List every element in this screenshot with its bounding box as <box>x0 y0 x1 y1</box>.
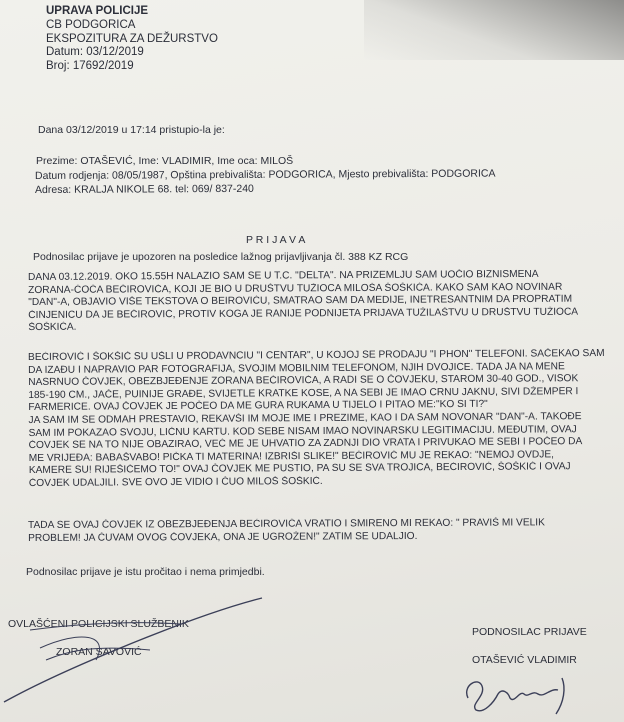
paragraph-3 <box>28 517 618 545</box>
header-unit: CB PODGORICA <box>46 19 136 31</box>
paragraph-2-line: DA IZAĐU I NAPRAVIO PAR FOTOGRAFIJA, SVOJIM MOBILNIM TELEFONOM, NJIH DVOJICE. TADA JA NA MENE <box>28 360 565 376</box>
person-birth: Datum rodjenja: 08/05/1987, Opština prebivališta: PODGORICA, Mjesto prebivališta: PODGORICA <box>34 167 496 182</box>
paragraph-2-line: 185-190 CM., JAČE, PUINIJE GRAĐE, SVIJETLE KRATKE KOSE, A NA SEBI JE IMAO CRNU JAKNU, SIVI DŽEMPER I <box>28 385 579 401</box>
person-name: Prezime: OTAŠEVIĆ, Ime: VLADIMIR, Ime oca: MILOŠ <box>36 155 294 167</box>
person-address: Adresa: KRALJA NIKOLE 68. tel: 069/ 837-240 <box>34 182 254 196</box>
header-org: UPRAVA POLICIJE <box>46 5 149 17</box>
paragraph-3-line: TADA SE OVAJ ČOVJEK IZ OBEZBJEĐENJA BEĆIROVIĆA VRATIO I SMIRENO MI REKAO: " PRAVIŠ MI VELIK <box>28 517 545 531</box>
paragraph-2-line: ČOVJEK UDALJILI. SVE OVO JE VIDIO I ČUO MILOŠ ŠOŠKIĆ. <box>28 475 323 489</box>
paragraph-2-line: ME VRIJEĐA: BABAŠVABO! PIČKA TI MATERINA! IZBRIŠI SLIKE!" BEĆIROVIĆ MU JE REKAO: "NEMOJ OVDJE, <box>28 449 554 464</box>
officer-name: ZORAN SAVOVIĆ <box>56 646 142 658</box>
applicant-role: PODNOSILAC PRIJAVE <box>472 626 587 638</box>
applicant-name: OTAŠEVIĆ VLADIMIR <box>472 654 577 666</box>
warning-line: Podnosilac prijave je upozoren na posledice lažnog prijavljivanja čl. 388 KZ RCG <box>33 251 409 263</box>
paragraph-1-line: ŠOŠKIĆA. <box>28 322 77 334</box>
header-date: Datum: 03/12/2019 <box>46 46 144 58</box>
paragraph-1-line: ČINJENICU DA JE BEĆIROVIĆ, PROTIV KOGA JE RANIJE PODNIJETA PRIJAVA TUŽILAŠTVU U DRUŠTVU TUŽIOCA <box>28 306 579 321</box>
paragraph-2-line: KAMERE SU! RIJEŠIĆEMO TO!" OVAJ ČOVJEK ME PUSTIO, PA SU SE SVA TROJICA, BEĆIROVIĆ, ŠOŠKIĆ I OVAJ <box>28 461 571 477</box>
paragraph-1 <box>28 268 618 335</box>
officer-signature <box>0 590 280 710</box>
paragraph-2-line: SAM IM POKAZAO SVOJU, LIČNU KARTU. KOD SEBE NISAM IMAO NOVINARSKU LEGITIMACIJU. MEĐUTIM, OVAJ <box>28 423 577 439</box>
intro-line: Dana 03/12/2019 u 17:14 pristupio-la je: <box>38 124 225 136</box>
paragraph-1-line: "DAN"-A, OBJAVIO VIŠE TEKSTOVA O BEIROVIĆU, SMATRAO SAM DA MEDIJE, INETRESANTNIM DA PROPRATIM <box>28 293 573 309</box>
paragraph-1-line: ZORANA-ĆOĆA BEĆIROVIĆA, KOJI JE BIO U DRUŠTVU TUŽIOCA MILOŠA ŠOŠKIĆA. KAKO SAM KAO NOVINAR <box>28 281 563 296</box>
paragraph-2-line: NASRNUO ČOVJEK, OBEZBJEĐENJE ZORANA BEĆIROVIĆA, A RADI SE O ČOVJEKU, STAROM 30-40 GOD., VISOK <box>28 373 579 389</box>
officer-role: OVLAŠĆENI POLICIJSKI SLUŽBENIK <box>8 618 189 630</box>
header-number: Broj: 17692/2019 <box>46 60 134 72</box>
paragraph-2-line: ČOVJEK SE NA TO NIJE OBAZIRAO, VEĆ ME JE UHVATIO ZA ZADNJI DIO VRATA I PRIVUKAO ME SEBI I POČEO DA <box>28 436 583 452</box>
page-shadow <box>364 0 624 60</box>
paragraph-3-line: PROBLEM! JA ČUVAM OVOG ČOVJEKA, ONA JE UGROŽEN!" ZATIM SE UDALJIO. <box>28 530 418 544</box>
paragraph-2-line: FARMERICE. OVAJ ČOVJEK JE POČEO DA ME GURA RUKAMA U TIJELO I PITAO ME:"KO SI TI?" <box>28 399 488 414</box>
paragraph-2-line: JA SAM IM SE ODMAH PRESTAVIO, REKAVŠI IM MOJE IME I PREZIME, KAO I DA SAM NOVONAR "DAN"-A. TAKOĐE <box>28 411 582 426</box>
document-title: P R I J A V A <box>246 234 306 246</box>
applicant-signature <box>458 668 588 718</box>
header-dept: EKSPOZITURA ZA DEŽURSTVO <box>46 33 218 45</box>
paragraph-2-line: BEĆIROVIĆ I ŠOKŠIĆ SU UŠLI U PRODAVNCIU "I CENTAR", U KOJOJ SE PRODAJU "I PHON" TELEFONI. SAČEKAO SAM <box>28 347 605 363</box>
paragraph-1-line: DANA 03.12.2019. OKO 15.55H NALAZIO SAM SE U T.C. "DELTA". NA PRIZEMLJU SAM UOČIO BIZNISMENA <box>28 268 539 283</box>
paragraph-2 <box>28 348 619 491</box>
closing-statement: Podnosilac prijave je istu pročitao i nema primjedbi. <box>26 566 265 578</box>
